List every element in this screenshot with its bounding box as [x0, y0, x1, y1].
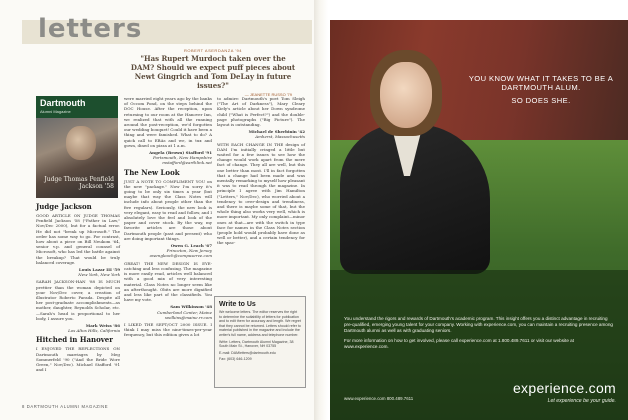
letter-author: Owen G. Leach '67 — [170, 243, 212, 249]
cover-subtitle: Alumni Magazine — [40, 109, 71, 114]
letter-email: swilkins@maine.rr.com — [164, 314, 212, 320]
magazine-cover-thumbnail — [36, 96, 118, 198]
write-to-us-fax: Fax: (603) 646-1209 — [219, 357, 252, 362]
ad-contact-line: www.experience.com 800.489.7611 — [344, 396, 414, 401]
experience-ad — [330, 20, 628, 420]
write-to-us-email: E-mail: DAMletters@dartmouth.edu — [219, 350, 276, 355]
letter-author: Mark Weiss '86 — [85, 323, 120, 329]
section-masthead — [22, 14, 312, 48]
letters-column-2 — [124, 96, 212, 340]
experience-logo: experience.com — [512, 380, 616, 396]
letters-column-1 — [36, 200, 120, 374]
pull-quote-label: ROBERT ASERDANZA '94 — [184, 48, 242, 53]
cover-title: Dartmouth — [40, 98, 86, 108]
cover-caption: Judge Thomas Penfield Jackson '58 — [44, 176, 114, 190]
letter-body: were married eight years ago by the banks of Occom Pond, on the steps behind the DOC House. After the reception, upon returning to our room at the Hanover Inn, we realized that with all the running around the post-reception, we'd forgotten our wedding bouquet! Could it have been a thing and were famished. What to do? A quick call to EBAs and we, in tux and gown, dined on pizza at 1 a.m. — [124, 96, 213, 148]
write-to-us-box — [214, 296, 306, 388]
ad-tagline: SO DOES SHE. — [511, 96, 571, 105]
ad-person-face — [380, 62, 432, 128]
letter-heading: Hitched in Hanover — [36, 335, 113, 345]
letter-body: WITH EACH CHANGE IN THE design of DAM I'm initially cringed a little but waited for a few issues to see how the change would work apart from the mere fact of change. They all are well, but this one better than most. I'll in fact forgotten that a change had been made and was mentally remarking to myself how pleasant it was to read through the magazine. In principle I agree with Jim Hamilton ("Letters," Nov/Dec), who worried about a tendency to over-design and trendiness, and there is maybe some of that, but the whole thing also works very well, which is more important. My only complaint—minor ones at that—are with the switch in type face for names in the Class Notes section (people hold would probably have done as well or better), and a certain tendency for the spac- — [217, 141, 305, 246]
letter-body: JUST A NOTE TO COMPLIMENT YOU on the new "package." Now I'm sorry it's going to be only six times a year (but maybe that way the Class Notes will include info about people other than the five regulars). Seriously, the new look is very elegant, easy to read and follow, and I absolutely love the feel and look of the paper and cover stock. By the way, my favorite articles are those about Dartmouth people (past and present) who are doing important things. — [124, 178, 212, 241]
section-title: letters — [38, 14, 143, 44]
ad-copy-paragraph: You understand the rigors and rewards of Dartmouth's academic program. This insight offers you a distinct advantage in recruiting pre-qualified, emerging young talent for your company. Working with experience.com, you can maintain a recruiting presence among Dartmouth alumni as well as with graduating seniors. — [344, 316, 613, 333]
letter-signature — [36, 267, 120, 277]
letter-signature — [36, 323, 120, 333]
pull-quote — [128, 48, 298, 97]
letter-location: Princeton, New Jersey — [166, 248, 212, 254]
letter-author: Michael de Sherbinin '42 — [248, 129, 305, 135]
write-to-us-policy: We welcome letters. The editor reserves the right to determine the suitability of letters for publication and to edit them for accuracy and length. We regret that they cannot be returned. Letters should refer to material published in the magazine and include the writer's full name, address and telephone number. — [219, 310, 301, 337]
ad-footer — [344, 380, 616, 410]
letter-signature — [124, 243, 212, 259]
letter-email: owengleach@compuserve.com — [149, 253, 212, 259]
pull-quote-credit: — JEANETTE RUSSO '79 — [244, 92, 292, 97]
letter-email: mstafford@earthlink.net — [162, 160, 212, 166]
ad-body-copy — [344, 316, 616, 354]
page-folio: 8 DARTMOUTH ALUMNI MAGAZINE — [22, 404, 109, 409]
letter-author: Louis Lazar III '59 — [78, 267, 120, 273]
letter-location: New York, New York — [78, 272, 120, 278]
letter-location: Amherst, Massachusetts — [255, 134, 305, 140]
letter-signature — [124, 150, 212, 166]
ad-headline — [466, 74, 616, 105]
letter-heading: Judge Jackson — [36, 202, 92, 211]
cover-portrait — [66, 126, 96, 160]
letter-body: GREAT! THE NEW DESIGN IS EYE-catching and less confusing. The magazine is more easily read, articles well balanced with a good mix of very interesting material. Class Notes no longer seem like an afterthought. Obits are more dignified and less like part of the classifieds. You have my vote. — [124, 260, 212, 303]
ad-headline-text: YOU KNOW WHAT IT TAKES TO BE A DARTMOUTH ALUM. — [468, 74, 614, 92]
letter-body: I ENJOYED THE REFLECTIONS ON Dartmouth marriages by Meg Sommerfeld '90 ("And the Bride Wore Green," Nov/Dec). Michael Stafford '91 and I — [36, 346, 120, 373]
write-to-us-title: Write to Us — [219, 301, 256, 308]
letter-signature — [217, 129, 305, 139]
letter-body: to admire: Dartmouth's poet Tom Sleigh ("The Art of Darkness"), Mary Cleary Kiely's article about her Down syndrome child ("What is Perfect?") and the double-page photographs ("Big Picture"). The layout is outstanding. — [217, 96, 305, 128]
letters-column-3 — [217, 96, 305, 248]
letter-location: Portsmouth, New Hampshire — [153, 155, 212, 161]
letter-body: GOOD ARTICLE ON JUDGE THOMAS Penfield Jackson '58 ("Father in Law," Nov/Dec 2000), but for a factual error. He did not "break up Microsoft." The order has some way to go. For contrast, how about a piece on Bill Neukom '64, senior v.p. and general counsel of Microsoft, who has led the battle against the breakup? That would be truly balanced coverage. — [36, 213, 120, 265]
page-gutter — [314, 0, 328, 420]
letter-body: I LIKED THE SEPT/OCT 2000 ISSUE. I think I may miss the nine-times-per-year frequency, but this edition gives a lot — [124, 321, 212, 338]
letter-body: SARAH JACKSON-HAN '88 IS MUCH prettier than the woman depicted on your Nov/Dec cover, a creation of illustrator Roberto Parada. Despite all her post-graduate accomplishments—as mother, daughter, Reynolds Scholar, etc.—Sarah's head is proportional to her body, I assure you. — [36, 279, 120, 321]
letter-location: Cumberland Center, Maine — [156, 309, 212, 315]
letter-author: Angela (Brown) Stafford '91 — [149, 150, 212, 156]
write-to-us-address: Write: Letters, Dartmouth Alumni Magazine, 38 South Main St., Hanover, NH 03755 — [219, 339, 294, 349]
letter-heading: The New Look — [124, 167, 180, 177]
letter-signature — [124, 304, 212, 320]
ad-copy-paragraph: For more information on how to get involved, please call experience.com at 1.800.489.7611 or visit our website at www.experience.com. — [344, 338, 574, 349]
letter-location: Los Altos Hills, California — [68, 328, 120, 334]
letter-author: Sam Wilkinson '48 — [170, 304, 212, 310]
pull-quote-text: "Has Rupert Murdoch taken over the DAM? Should we expect puff pieces about Newt Gingrich and Tom DeLay in future issues?" — [130, 54, 296, 90]
ad-slogan: Let experience be your guide. — [547, 398, 616, 404]
